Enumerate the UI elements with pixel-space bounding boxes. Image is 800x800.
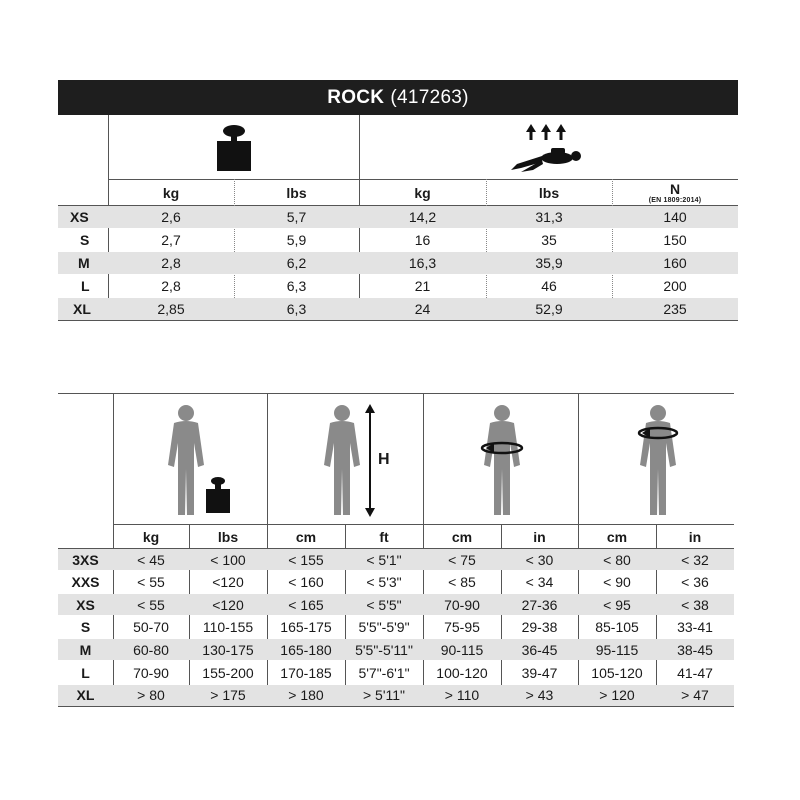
weight-lbs: 155-200: [202, 664, 254, 681]
weight-lbs: 130-175: [202, 641, 254, 658]
weight-kg: 60-80: [133, 641, 169, 658]
chest-in: 41-47: [677, 664, 713, 681]
suit-weight-icon: [158, 403, 238, 524]
chest-in: < 32: [681, 551, 709, 568]
buoyancy-icon-cell: [359, 115, 738, 179]
waist-in: < 34: [525, 574, 554, 591]
header-cm: cm: [606, 528, 628, 545]
weight-kg: < 45: [137, 551, 165, 568]
chest-cm: 105-120: [591, 664, 643, 681]
header-kg: kg: [162, 184, 180, 201]
size-label: XXS: [71, 574, 100, 591]
units-header-row: [58, 180, 738, 205]
buoyancy-kg: 14,2: [408, 209, 437, 225]
buoyancy-newton: 235: [663, 301, 687, 317]
height-ft: 5'5"-5'11": [355, 641, 413, 658]
buoyancy-lbs: 35: [541, 232, 557, 248]
size-label: M: [79, 641, 92, 658]
table-row: [58, 252, 738, 274]
table-title: [58, 80, 738, 115]
buoyancy-kg: 21: [414, 278, 431, 294]
header-n-label: N: [669, 180, 681, 197]
waist-cm: > 110: [444, 687, 480, 704]
buoyancy-kg: 16,3: [408, 255, 437, 271]
table-row: [58, 229, 738, 251]
weight-lbs: < 100: [210, 551, 246, 568]
size-label: XL: [73, 301, 91, 317]
header-cm: cm: [295, 528, 317, 545]
buoyancy-newton: 160: [663, 255, 687, 271]
size-label: M: [78, 255, 90, 271]
buoyancy-lbs: 46: [541, 278, 557, 294]
suit-chest-icon: [628, 403, 688, 524]
chest-in: > 47: [681, 687, 709, 704]
waist-cm: < 85: [448, 574, 476, 591]
product-name: ROCK: [327, 86, 385, 108]
size-label: XS: [76, 596, 95, 613]
weight-lbs: 110-155: [202, 619, 254, 636]
height-ft: > 5'11": [362, 687, 406, 704]
height-cm: < 160: [288, 574, 324, 591]
waist-cm: 100-120: [436, 664, 488, 681]
waist-in: > 43: [525, 687, 554, 704]
height-cm: < 165: [288, 596, 324, 613]
chest-in: < 38: [681, 596, 709, 613]
chest-cm: 95-115: [595, 641, 639, 658]
buoyancy-kg: 24: [414, 301, 431, 317]
table-row: [58, 617, 734, 638]
product-code: (417263): [390, 86, 469, 108]
height-ft: 5'7"-6'1": [358, 664, 410, 681]
size-guide-table: [58, 393, 734, 708]
weight-lbs: 6,3: [286, 301, 307, 317]
chest-cm: < 80: [603, 551, 631, 568]
height-label: H: [378, 451, 390, 468]
diver-buoyancy-icon: [509, 122, 589, 172]
size-label: 3XS: [72, 551, 99, 568]
header-lbs: lbs: [217, 528, 239, 545]
weight-lbs: <120: [212, 574, 244, 591]
weight-lbs: 5,9: [286, 232, 307, 248]
height-cm: 170-185: [280, 664, 332, 681]
table-row: [58, 549, 734, 570]
table-row: [58, 662, 734, 683]
suit-waist-icon: [472, 403, 532, 524]
header-lbs: lbs: [538, 184, 560, 201]
size-label: XS: [70, 209, 89, 225]
weight-icon-cell: [108, 115, 359, 179]
buoyancy-lbs: 52,9: [535, 301, 563, 317]
height-ft: < 5'1": [366, 551, 402, 568]
header-n-standard: (EN 1809:2014): [648, 196, 702, 204]
buoyancy-kg: 16: [414, 232, 431, 248]
weight-lbs: 5,7: [286, 209, 307, 225]
weight-kg: < 55: [137, 596, 165, 613]
header-cm: cm: [451, 528, 473, 545]
header-kg: kg: [142, 528, 160, 545]
weight-kg: < 55: [137, 574, 165, 591]
height-cm: > 180: [288, 687, 324, 704]
weight-kg: 2,7: [161, 232, 181, 248]
chest-cm: 85-105: [595, 619, 639, 636]
header-in: in: [533, 528, 546, 545]
chest-cm: < 95: [603, 596, 631, 613]
chest-in: < 36: [681, 574, 709, 591]
table-row: [58, 206, 738, 228]
table-row: [58, 594, 734, 615]
size-label: S: [80, 232, 90, 248]
waist-in: 36-45: [521, 641, 558, 658]
chest-cm: > 120: [599, 687, 635, 704]
header-newton: [612, 180, 738, 205]
weight-kg: 2,8: [161, 278, 181, 294]
table-row: [58, 298, 738, 320]
weight-lbs: <120: [212, 596, 244, 613]
weight-kg: 2,8: [161, 255, 181, 271]
weight-lbs: 6,2: [286, 255, 307, 271]
height-cm: 165-175: [280, 619, 332, 636]
waist-in: 39-47: [521, 664, 558, 681]
size-label: XL: [76, 687, 95, 704]
buoyancy-newton: 150: [663, 232, 687, 248]
buoyancy-newton: 200: [663, 278, 687, 294]
size-label: S: [80, 619, 91, 636]
weight-lbs: 6,3: [286, 278, 307, 294]
waist-cm: < 75: [448, 551, 476, 568]
waist-in: 29-38: [521, 619, 558, 636]
header-in: in: [688, 528, 702, 545]
weight-kg: 70-90: [133, 664, 169, 681]
waist-cm: 75-95: [444, 619, 480, 636]
height-ft: < 5'3": [366, 574, 402, 591]
buoyancy-lbs: 35,9: [535, 255, 563, 271]
table-row: [58, 685, 734, 706]
height-ft: < 5'5": [366, 596, 402, 613]
weight-kg: 2,85: [157, 301, 185, 317]
size-label: L: [81, 664, 90, 681]
weight-block-icon: [214, 123, 254, 171]
chest-in: 38-45: [677, 641, 713, 658]
weight-lbs: > 175: [210, 687, 246, 704]
size-label: L: [81, 278, 90, 294]
height-cm: < 155: [288, 551, 324, 568]
waist-in: < 30: [525, 551, 554, 568]
waist-cm: 70-90: [444, 596, 480, 613]
header-kg: kg: [414, 184, 431, 201]
waist-in: 27-36: [521, 596, 558, 613]
table-row: [58, 275, 738, 297]
height-ft: 5'5"-5'9": [358, 619, 410, 636]
chest-cm: < 90: [603, 574, 631, 591]
weight-kg: > 80: [137, 687, 165, 704]
buoyancy-lbs: 31,3: [535, 209, 563, 225]
weight-kg: 2,6: [161, 209, 181, 225]
chest-in: 33-41: [677, 619, 713, 636]
waist-cm: 90-115: [440, 641, 484, 658]
header-lbs: lbs: [286, 184, 307, 201]
weight-buoyancy-table: [58, 115, 738, 321]
table-row: [58, 572, 734, 593]
units-header-row: [58, 525, 734, 548]
buoyancy-newton: 140: [663, 209, 687, 225]
table-row: [58, 639, 734, 660]
height-cm: 165-180: [280, 641, 332, 658]
header-ft: ft: [379, 528, 389, 545]
weight-kg: 50-70: [133, 619, 169, 636]
